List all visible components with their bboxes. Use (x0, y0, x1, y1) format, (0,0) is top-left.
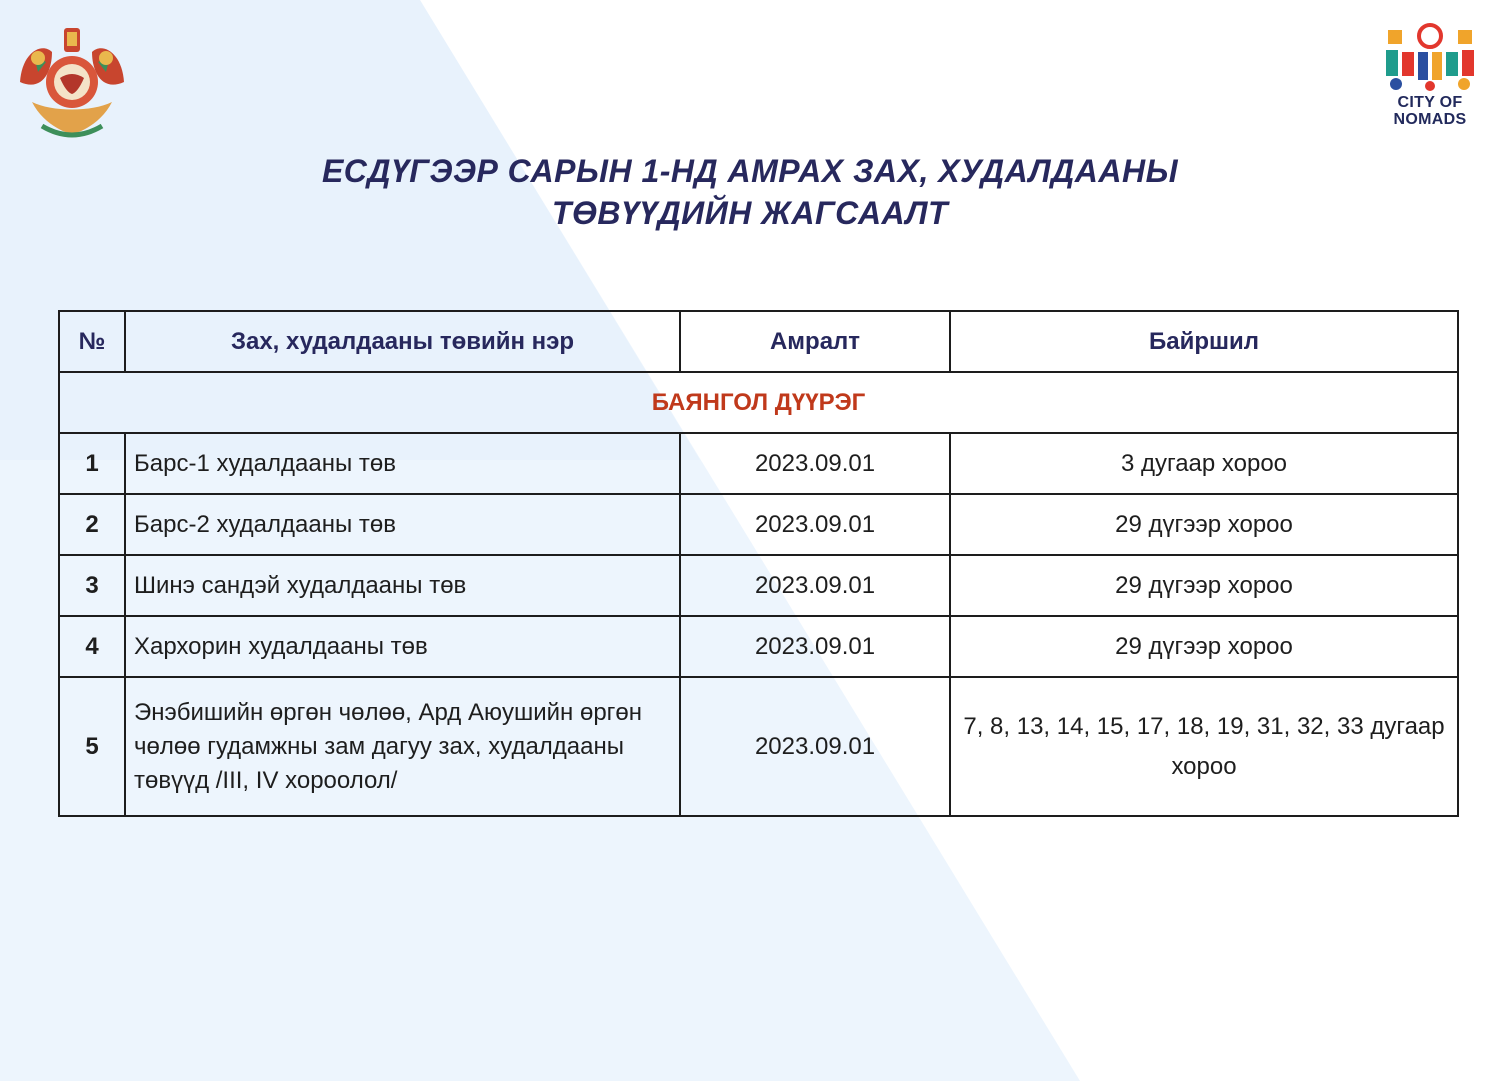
column-header-name: Зах, худалдааны төвийн нэр (125, 311, 680, 372)
nomads-pattern-icon (1378, 22, 1482, 94)
holiday-date: 2023.09.01 (680, 433, 950, 494)
table-row (59, 616, 1458, 677)
market-location: 3 дугаар хороо (950, 433, 1458, 494)
row-number: 2 (59, 494, 125, 555)
holiday-date: 2023.09.01 (680, 677, 950, 816)
row-number: 4 (59, 616, 125, 677)
market-location: 29 дүгээр хороо (950, 616, 1458, 677)
row-number: 5 (59, 677, 125, 816)
markets-table (58, 310, 1459, 817)
market-name: Энэбишийн өргөн чөлөө, Ард Аюушийн өргөн чөлөө гудамжны зам дагуу зах, худалдааны төвүүд /III, IV хороолол/ (125, 677, 680, 816)
row-number: 3 (59, 555, 125, 616)
holiday-date: 2023.09.01 (680, 494, 950, 555)
table-header-row (59, 311, 1458, 372)
market-name: Барс-1 худалдааны төв (125, 433, 680, 494)
logo-text-line2: NOMADS (1393, 111, 1467, 128)
row-number: 1 (59, 433, 125, 494)
city-of-nomads-logo (1378, 22, 1482, 134)
district-row (59, 372, 1458, 433)
district-name: БАЯНГОЛ ДҮҮРЭГ (59, 372, 1458, 433)
table-row (59, 677, 1458, 816)
market-location: 29 дүгээр хороо (950, 494, 1458, 555)
column-header-location: Байршил (950, 311, 1458, 372)
market-name: Хархорин худалдааны төв (125, 616, 680, 677)
logo-text-line1: CITY OF (1397, 94, 1463, 111)
city-emblem-icon (12, 22, 132, 144)
table-row (59, 494, 1458, 555)
table-row (59, 433, 1458, 494)
column-header-holiday: Амралт (680, 311, 950, 372)
market-name: Шинэ сандэй худалдааны төв (125, 555, 680, 616)
market-location: 29 дүгээр хороо (950, 555, 1458, 616)
holiday-date: 2023.09.01 (680, 616, 950, 677)
market-location: 7, 8, 13, 14, 15, 17, 18, 19, 31, 32, 33 дугаар хороо (950, 677, 1458, 816)
page-title (150, 150, 1350, 234)
logo-text (1378, 94, 1482, 128)
market-name: Барс-2 худалдааны төв (125, 494, 680, 555)
table-row (59, 555, 1458, 616)
holiday-date: 2023.09.01 (680, 555, 950, 616)
column-header-number: № (59, 311, 125, 372)
page-title-line1: ЕСДҮГЭЭР САРЫН 1-НД АМРАХ ЗАХ, ХУДАЛДААНЫ (321, 153, 1179, 189)
page-title-line2: ТӨВҮҮДИЙН ЖАГСААЛТ (551, 195, 949, 231)
